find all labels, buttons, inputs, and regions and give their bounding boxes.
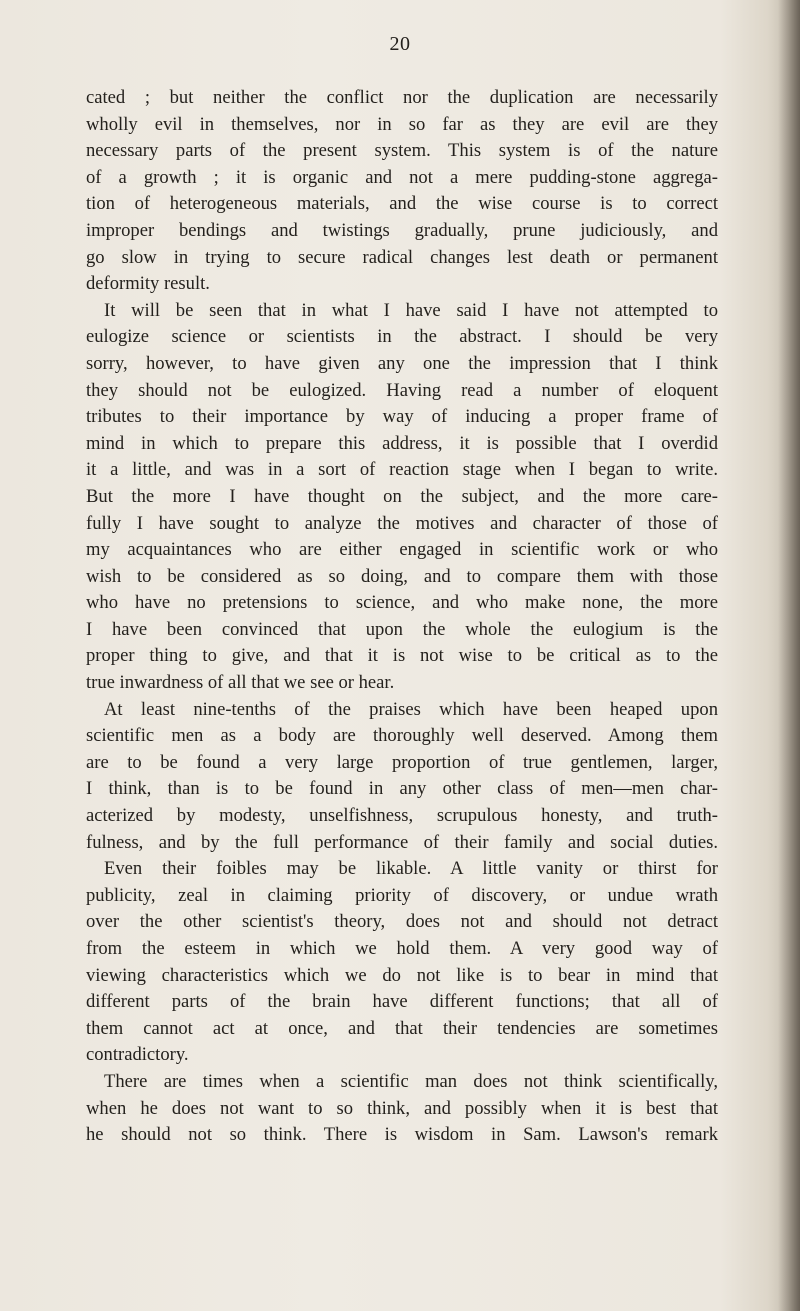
- text-line: they should not be eulogized. Having read a number of eloquent: [86, 379, 718, 401]
- text-line: my acquaintances who are either engaged in scientific work or who: [86, 539, 718, 561]
- text-line: publicity, zeal in claiming priority of discovery, or undue wrath: [86, 884, 718, 906]
- text-line: go slow in trying to secure radical changes lest death or permanent: [86, 246, 718, 268]
- text-line: he should not so think. There is wisdom in Sam. Lawson's remark: [86, 1124, 718, 1146]
- text-line: viewing characteristics which we do not like is to bear in mind that: [86, 964, 718, 986]
- text-line: eulogize science or scientists in the abstract. I should be very: [86, 326, 718, 348]
- text-line: contradictory.: [86, 1044, 189, 1066]
- text-line: There are times when a scientific man does not think scientifically,: [104, 1070, 718, 1092]
- text-line: improper bendings and twistings gradually, prune judiciously, and: [86, 219, 718, 241]
- text-line: At least nine-tenths of the praises which have been heaped upon: [104, 698, 718, 720]
- text-line: But the more I have thought on the subject, and the more care-: [86, 485, 718, 507]
- text-line: tion of heterogeneous materials, and the wise course is to correct: [86, 193, 718, 215]
- text-line: necessary parts of the present system. This system is of the nature: [86, 140, 718, 162]
- text-line: tributes to their importance by way of inducing a proper frame of: [86, 406, 718, 428]
- text-line: I have been convinced that upon the whole the eulogium is the: [86, 618, 718, 640]
- text-line: over the other scientist's theory, does not and should not detract: [86, 911, 718, 933]
- body-text: [86, 85, 718, 1149]
- page-number: 20: [389, 33, 411, 55]
- text-line: proper thing to give, and that it is not wise to be critical as to the: [86, 645, 718, 667]
- text-line: wholly evil in themselves, nor in so far as they are evil are they: [86, 113, 718, 135]
- text-line: It will be seen that in what I have said I have not attempted to: [104, 299, 718, 321]
- text-line: it a little, and was in a sort of reaction stage when I began to write.: [86, 459, 718, 481]
- text-line: who have no pretensions to science, and who make none, the more: [86, 592, 718, 614]
- text-line: different parts of the brain have different functions; that all of: [86, 991, 718, 1013]
- text-line: acterized by modesty, unselfishness, scrupulous honesty, and truth-: [86, 805, 718, 827]
- text-line: scientific men as a body are thoroughly well deserved. Among them: [86, 725, 718, 747]
- text-line: cated ; but neither the conflict nor the duplication are necessarily: [86, 87, 718, 108]
- page-binding-shadow: [778, 0, 800, 1311]
- text-line: wish to be considered as so doing, and to compare them with those: [86, 565, 718, 587]
- text-line: true inwardness of all that we see or hear.: [86, 672, 395, 694]
- text-line: from the esteem in which we hold them. A very good way of: [86, 938, 718, 959]
- text-line: of a growth ; it is organic and not a mere pudding-stone aggrega-: [86, 166, 718, 188]
- text-line: mind in which to prepare this address, it is possible that I overdid: [86, 432, 718, 454]
- text-line: when he does not want to so think, and possibly when it is best that: [86, 1097, 718, 1119]
- text-line: sorry, however, to have given any one the impression that I think: [86, 352, 718, 374]
- text-line: them cannot act at once, and that their tendencies are sometimes: [86, 1017, 718, 1039]
- text-line: are to be found a very large proportion of true gentlemen, larger,: [86, 751, 718, 773]
- text-line: fulness, and by the full performance of their family and social duties.: [86, 831, 718, 853]
- text-line: deformity result.: [86, 273, 210, 295]
- text-line: fully I have sought to analyze the motives and character of those of: [86, 512, 718, 534]
- text-line: Even their foibles may be likable. A little vanity or thirst for: [104, 858, 718, 880]
- text-line: I think, than is to be found in any other class of men—men char-: [86, 778, 718, 800]
